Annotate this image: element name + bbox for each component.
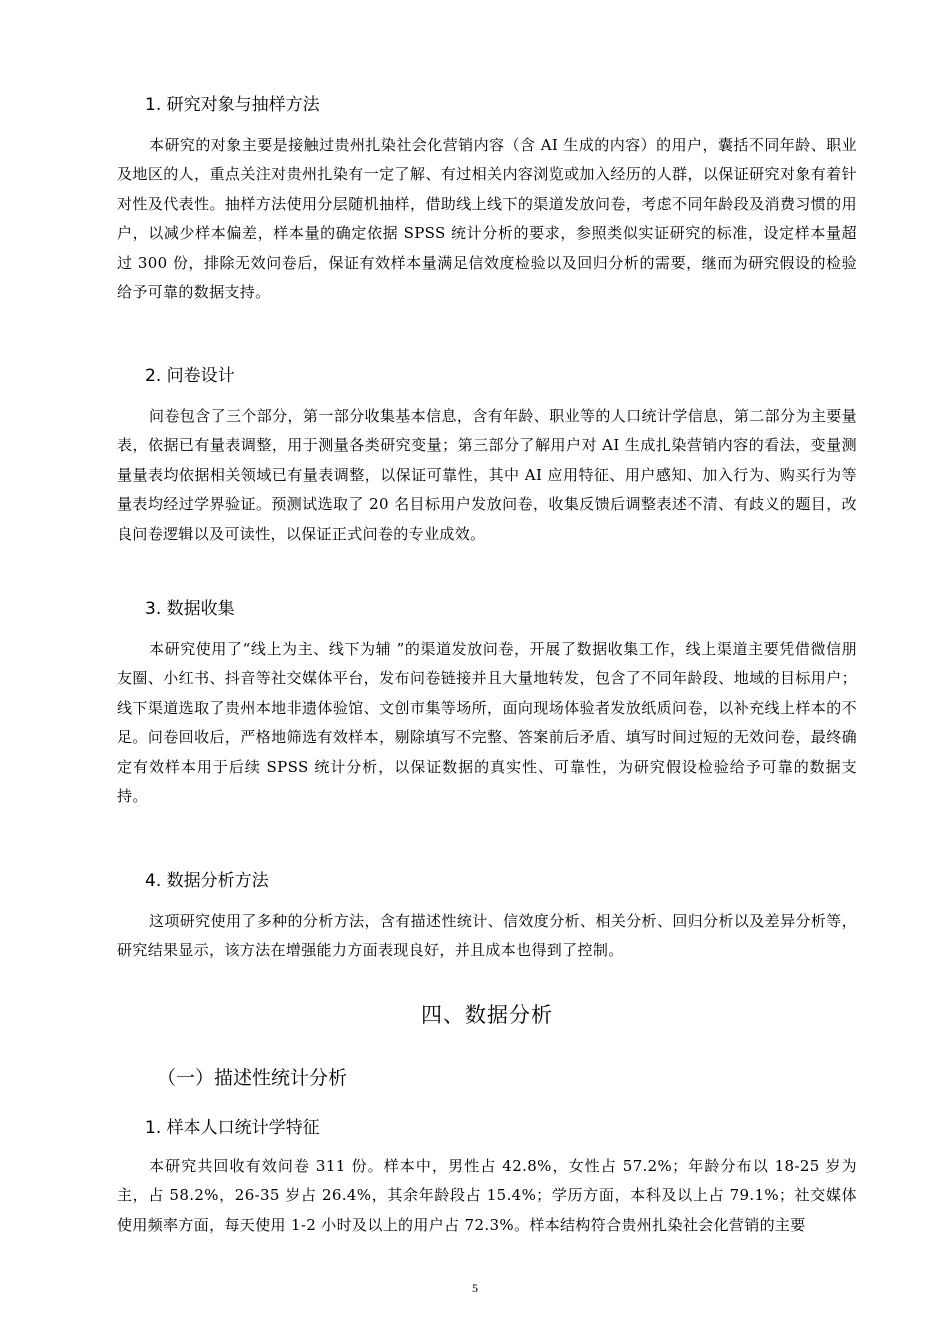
section-questionnaire-design [117, 364, 857, 549]
subchapter [117, 1064, 857, 1092]
section-sample-demographics [117, 1116, 857, 1240]
section-paragraph: 本研究使用了“线上为主、线下为辅 ”的渠道发放问卷，开展了数据收集工作，线上渠道主要凭借微信朋友圈、小红书、抖音等社交媒体平台，发布问卷链接并且大量地转发，包含了不同年龄段、地域的目标用户；线下渠道选取了贵州本地非遗体验馆、文创市集等场所，面向现场体验者发放纸质问卷，以补充线上样本的不足。问卷回收后，严格地筛选有效样本，剔除填写不完整、答案前后矛盾、填写时间过短的无效问卷，最终确定有效样本用于后续 SPSS 统计分析，以保证数据的真实性、可靠性，为研究假设检验给予可靠的数据支持。 [117, 640, 857, 806]
section-heading: 3. 数据收集 [145, 599, 235, 619]
section-heading: 4. 数据分析方法 [145, 871, 269, 891]
page-number: 5 [472, 1281, 478, 1295]
section-data-collection [117, 597, 857, 811]
section-paragraph: 这项研究使用了多种的分析方法，含有描述性统计、信效度分析、相关分析、回归分析以及差异分析等，研究结果显示，该方法在增强能力方面表现良好，并且成本也得到了控制。 [117, 912, 857, 960]
section-paragraph: 本研究的对象主要是接触过贵州扎染社会化营销内容（含 AI 生成的内容）的用户，囊括不同年龄、职业及地区的人，重点关注对贵州扎染有一定了解、有过相关内容浏览或加入经历的人群，以保证研究对象有着针对性及代表性。抽样方法使用分层随机抽样，借助线上线下的渠道发放问卷，考虑不同年龄段及消费习惯的用户，以减少样本偏差，样本量的确定依据 SPSS 统计分析的要求，参照类似实证研究的标准，设定样本量超过 300 份，排除无效问卷后，保证有效样本量满足信效度检验以及回归分析的需要，继而为研究假设的检验给予可靠的数据支持。 [117, 136, 857, 302]
section-heading: 2. 问卷设计 [145, 366, 235, 386]
section-paragraph: 本研究共回收有效问卷 311 份。样本中，男性占 42.8%，女性占 57.2%；年龄分布以 18-25 岁为主，占 58.2%，26-35 岁占 26.4%，其余年龄段占 15.4%；学历方面，本科及以上占 79.1%；社交媒体使用频率方面，每天使用 1-2 小时及以上的用户占 72.3%。样本结构符合贵州扎染社会化营销的主要 [117, 1157, 857, 1234]
section-paragraph: 问卷包含了三个部分，第一部分收集基本信息，含有年龄、职业等的人口统计学信息，第二部分为主要量表，依据已有量表调整，用于测量各类研究变量；第三部分了解用户对 AI 生成扎染营销内容的看法，变量测量量表均依据相关领域已有量表调整，以保证可靠性，其中 AI 应用特征、用户感知、加入行为、购买行为等量表均经过学界验证。预测试选取了 20 名目标用户发放问卷，收集反馈后调整表述不清、有歧义的题目，改良问卷逻辑以及可读性，以保证正式问卷的专业成效。 [117, 407, 857, 543]
section-heading: 1. 样本人口统计学特征 [145, 1118, 320, 1138]
chapter-title: 四、数据分析 [421, 1003, 553, 1027]
section-analysis-methods [117, 869, 857, 966]
section-research-subject [117, 93, 857, 307]
subchapter-title: （一）描述性统计分析 [157, 1067, 348, 1089]
section-heading: 1. 研究对象与抽样方法 [145, 95, 320, 115]
